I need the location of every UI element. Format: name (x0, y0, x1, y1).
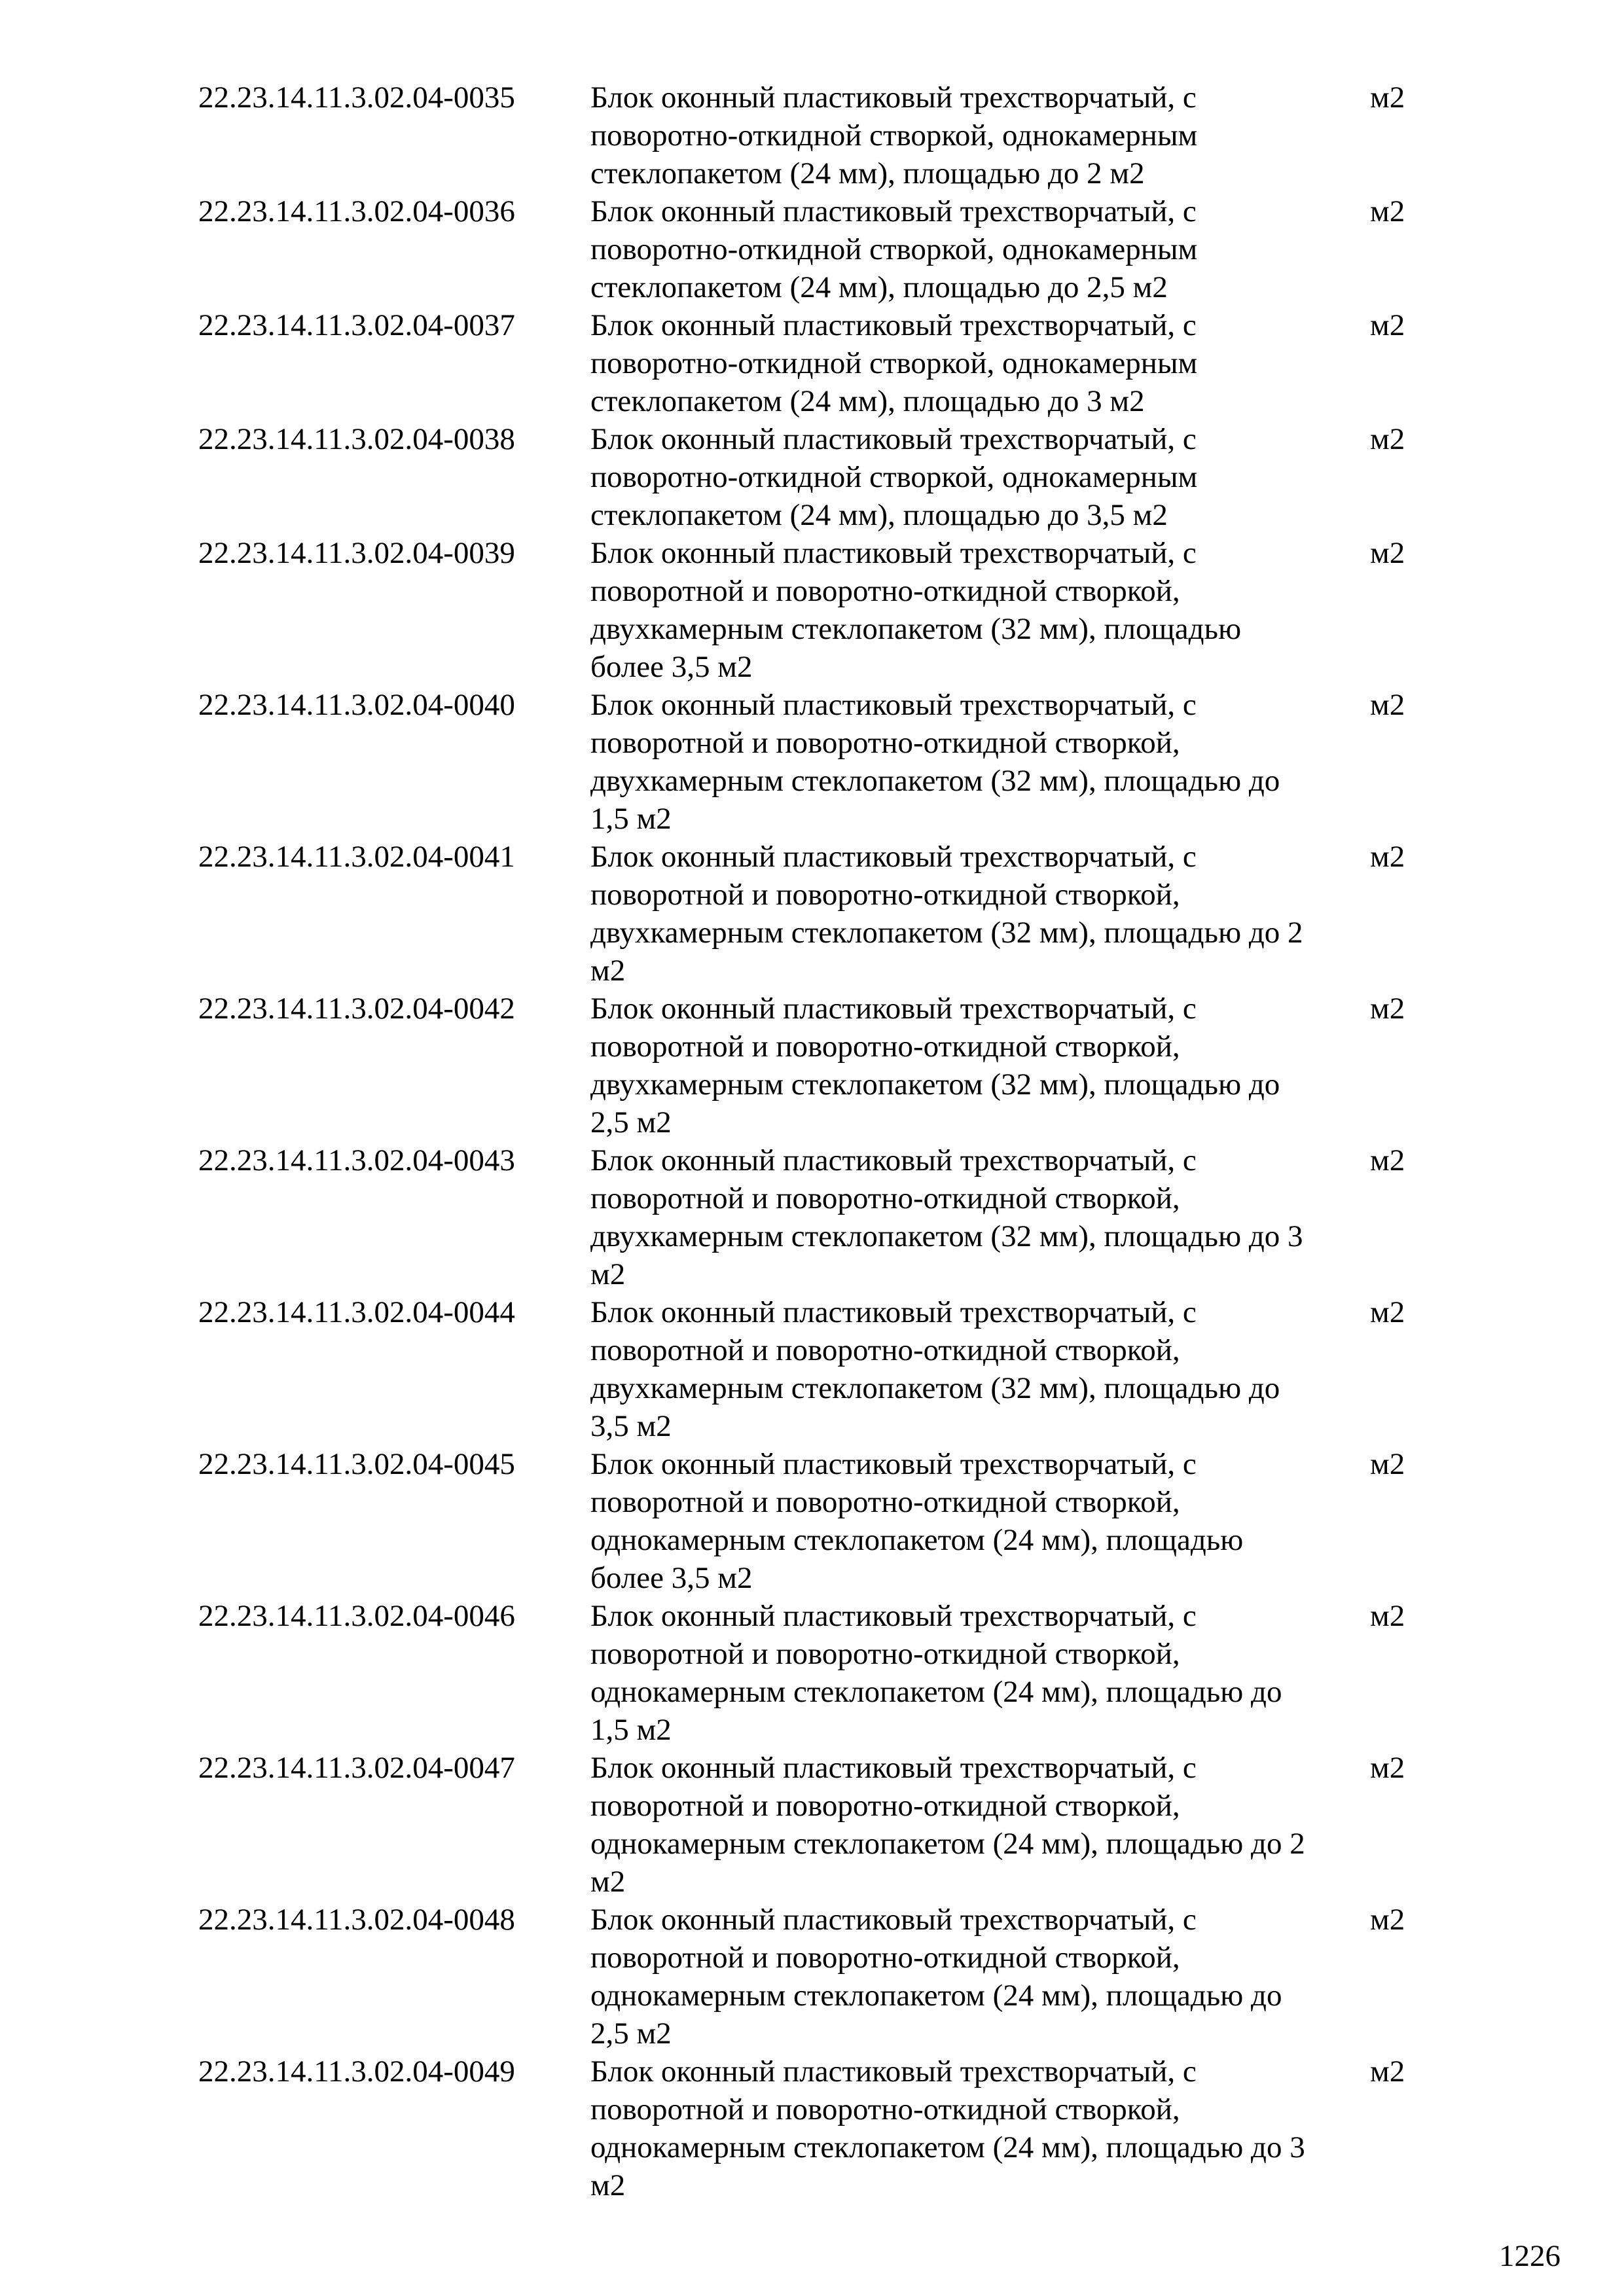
description-line: Блок оконный пластиковый трехстворчатый, с (590, 1143, 1197, 1177)
item-unit: м2 (1370, 422, 1405, 456)
description-line: поворотной и поворотно-откидной створкой, (590, 2092, 1180, 2126)
item-description (590, 306, 1356, 420)
description-line: поворотно-откидной створкой, однокамерным (590, 118, 1198, 152)
item-description (590, 1597, 1356, 1749)
item-unit: м2 (1370, 1143, 1405, 1177)
page-number: 1226 (1499, 2239, 1561, 2273)
description-line: Блок оконный пластиковый трехстворчатый, с (590, 1903, 1197, 1937)
item-code: 22.23.14.11.3.02.04-0045 (198, 1447, 515, 1481)
description-line: Блок оконный пластиковый трехстворчатый, с (590, 1751, 1197, 1785)
description-line: Блок оконный пластиковый трехстворчатый, с (590, 422, 1197, 456)
item-unit: м2 (1370, 992, 1405, 1026)
description-line: двухкамерным стеклопакетом (32 мм), площадью (590, 612, 1242, 646)
description-line: Блок оконный пластиковый трехстворчатый, с (590, 840, 1197, 874)
item-unit: м2 (1370, 1447, 1405, 1481)
description-line: 1,5 м2 (590, 1713, 672, 1747)
description-line: Блок оконный пластиковый трехстворчатый, с (590, 992, 1197, 1026)
description-line: поворотной и поворотно-откидной створкой, (590, 1181, 1180, 1215)
item-code: 22.23.14.11.3.02.04-0036 (198, 194, 515, 228)
description-line: поворотной и поворотно-откидной створкой, (590, 574, 1180, 608)
description-line: двухкамерным стеклопакетом (32 мм), площадью до (590, 1371, 1280, 1405)
item-code: 22.23.14.11.3.02.04-0041 (198, 840, 515, 874)
item-unit: м2 (1370, 1599, 1405, 1633)
description-line: Блок оконный пластиковый трехстворчатый, с (590, 536, 1197, 570)
description-line: однокамерным стеклопакетом (24 мм), площадью до (590, 1979, 1282, 2013)
description-line: двухкамерным стеклопакетом (32 мм), площадью до 2 (590, 916, 1303, 950)
description-line: двухкамерным стеклопакетом (32 мм), площадью до (590, 1067, 1280, 1102)
description-line: 1,5 м2 (590, 802, 672, 836)
description-line: поворотной и поворотно-откидной створкой, (590, 1030, 1180, 1064)
item-description (590, 2053, 1356, 2204)
description-line: 2,5 м2 (590, 2017, 672, 2051)
item-description (590, 990, 1356, 1141)
description-line: поворотной и поворотно-откидной створкой, (590, 1333, 1180, 1367)
item-code: 22.23.14.11.3.02.04-0042 (198, 992, 515, 1026)
description-line: поворотной и поворотно-откидной створкой, (590, 1789, 1180, 1823)
item-unit: м2 (1370, 81, 1405, 115)
item-unit: м2 (1370, 1295, 1405, 1329)
item-description (590, 1901, 1356, 2053)
description-line: Блок оконный пластиковый трехстворчатый, с (590, 1599, 1197, 1633)
description-line: однокамерным стеклопакетом (24 мм), площадью до 2 (590, 1827, 1305, 1861)
item-description (590, 1445, 1356, 1597)
description-line: поворотной и поворотно-откидной створкой, (590, 1485, 1180, 1519)
description-line: более 3,5 м2 (590, 650, 753, 684)
item-description (590, 534, 1356, 686)
description-line: поворотной и поворотно-откидной створкой, (590, 878, 1180, 912)
description-line: стеклопакетом (24 мм), площадью до 2,5 м2 (590, 270, 1168, 304)
item-description (590, 686, 1356, 838)
item-code: 22.23.14.11.3.02.04-0037 (198, 308, 515, 342)
item-unit: м2 (1370, 1751, 1405, 1785)
item-description (590, 79, 1356, 192)
item-unit: м2 (1370, 1903, 1405, 1937)
description-line: поворотно-откидной створкой, однокамерным (590, 460, 1198, 494)
description-line: 3,5 м2 (590, 1409, 672, 1443)
item-description (590, 1293, 1356, 1445)
item-code: 22.23.14.11.3.02.04-0049 (198, 2054, 515, 2089)
item-code: 22.23.14.11.3.02.04-0044 (198, 1295, 515, 1329)
item-code: 22.23.14.11.3.02.04-0046 (198, 1599, 515, 1633)
description-line: Блок оконный пластиковый трехстворчатый, с (590, 2054, 1197, 2089)
description-line: однокамерным стеклопакетом (24 мм), площадью до 3 (590, 2130, 1305, 2164)
item-description (590, 838, 1356, 990)
item-code: 22.23.14.11.3.02.04-0040 (198, 688, 515, 722)
description-line: 2,5 м2 (590, 1105, 672, 1139)
description-line: м2 (590, 1865, 626, 1899)
item-unit: м2 (1370, 2054, 1405, 2089)
description-line: Блок оконный пластиковый трехстворчатый, с (590, 1447, 1197, 1481)
description-line: Блок оконный пластиковый трехстворчатый, с (590, 194, 1197, 228)
item-code: 22.23.14.11.3.02.04-0035 (198, 81, 515, 115)
item-unit: м2 (1370, 536, 1405, 570)
description-line: двухкамерным стеклопакетом (32 мм), площадью до 3 (590, 1219, 1303, 1253)
item-code: 22.23.14.11.3.02.04-0039 (198, 536, 515, 570)
item-unit: м2 (1370, 308, 1405, 342)
item-code: 22.23.14.11.3.02.04-0048 (198, 1903, 515, 1937)
description-line: Блок оконный пластиковый трехстворчатый, с (590, 308, 1197, 342)
description-line: однокамерным стеклопакетом (24 мм), площадью (590, 1523, 1244, 1557)
description-line: стеклопакетом (24 мм), площадью до 3,5 м2 (590, 498, 1168, 532)
item-description (590, 1749, 1356, 1901)
item-unit: м2 (1370, 688, 1405, 722)
description-line: Блок оконный пластиковый трехстворчатый, с (590, 1295, 1197, 1329)
description-line: м2 (590, 2168, 626, 2202)
description-line: поворотной и поворотно-откидной створкой, (590, 1637, 1180, 1671)
item-description (590, 1141, 1356, 1293)
description-line: Блок оконный пластиковый трехстворчатый, с (590, 81, 1197, 115)
description-line: поворотной и поворотно-откидной створкой, (590, 1941, 1180, 1975)
item-unit: м2 (1370, 840, 1405, 874)
item-code: 22.23.14.11.3.02.04-0043 (198, 1143, 515, 1177)
description-line: поворотно-откидной створкой, однокамерным (590, 232, 1198, 266)
description-line: поворотной и поворотно-откидной створкой, (590, 726, 1180, 760)
item-code: 22.23.14.11.3.02.04-0047 (198, 1751, 515, 1785)
description-line: однокамерным стеклопакетом (24 мм), площадью до (590, 1675, 1282, 1709)
item-unit: м2 (1370, 194, 1405, 228)
description-line: поворотно-откидной створкой, однокамерным (590, 346, 1198, 380)
description-line: двухкамерным стеклопакетом (32 мм), площадью до (590, 764, 1280, 798)
description-line: стеклопакетом (24 мм), площадью до 3 м2 (590, 384, 1145, 418)
description-line: более 3,5 м2 (590, 1561, 753, 1595)
description-line: м2 (590, 954, 626, 988)
item-description (590, 192, 1356, 306)
item-description (590, 420, 1356, 534)
description-line: стеклопакетом (24 мм), площадью до 2 м2 (590, 156, 1145, 190)
description-line: м2 (590, 1257, 626, 1291)
description-line: Блок оконный пластиковый трехстворчатый, с (590, 688, 1197, 722)
item-code: 22.23.14.11.3.02.04-0038 (198, 422, 515, 456)
